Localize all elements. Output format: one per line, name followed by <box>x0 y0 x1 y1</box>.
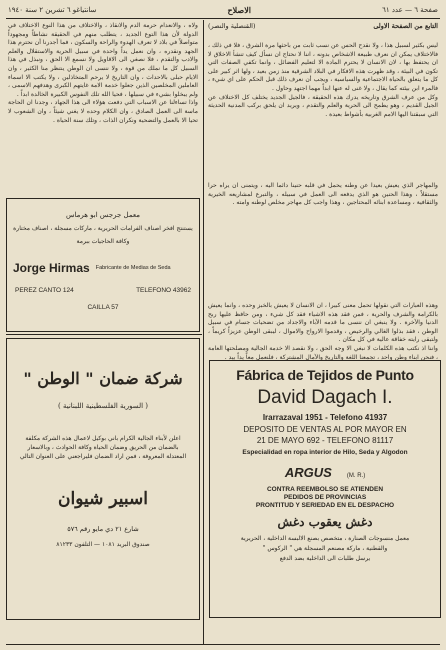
ad-hirmas-phone: TELEFONO 43962 <box>136 287 191 294</box>
ad-hirmas-brand: Jorge Hirmas <box>13 261 90 275</box>
ad-dagach-title: Fábrica de Tejidos de Punto <box>236 367 414 383</box>
ad-hirmas-contact-row <box>15 287 191 294</box>
header-page-number: صفحة ٦ — عدد ٦١ <box>382 6 438 14</box>
ad-dagach-brand: ARGUS <box>284 465 332 480</box>
article-column-right-lower <box>208 302 438 360</box>
ad-hirmas-line1: معمل جرجس ابو هرماس <box>65 211 141 219</box>
column-divider <box>203 20 204 644</box>
ad-dagach-prontitud: PRONTITUD Y SERIEDAD EN EL DESPACHO <box>255 502 395 509</box>
ad-dagach-depo2: 21 DE MAYO 692 - TELEFONO 81117 <box>256 436 394 445</box>
article-text: ولاه ، والانعدام حرمة الدم والانقاذ ، والاختلاف من هذا النوع الاختلاف في الدولة لأن هذا التوع الجديد ، يتطلب منهم في الحقيقة نشاطاً ومجهوداً متواصلاً في بلاد لا تعرف الهدوء والراحة والسكون ، فما أجدرنا أن نحترم هذا الجهد ونقدره ، وان نعمل يداً واحدة في سبيل الحرية والاستقلال والعلم والادب والتقدم ، فلا نصغي الى الاقاويل ولا نسمع الا الحق ، ونبذل في هذا السبيل كل ما نملك من قوة ، ولا ننسى ان الوطن ينتظر منا الكثير ، وان الايام حبلى بالاحداث ، وان التاريخ لا يرحم المتخاذلين ، ولا يكتب الا اسماء العاملين المخلصين الذين جعلوا خدمة الامة غايتهم الكبرى وهدفهم الاسمى ، ولم يبخلوا بشيء في سبيلها ، فحيا الله تلك النفوس الكبيرة الخالدة ابداً . واذا تساءلنا عن الاسباب التي دفعت هؤلاء الى هذا الجهاد ، وجدنا ان الحاجة ماسة الى العمل الصادق ، وان الكلام وحده لا يغني شيئاً ، وان الشعوب لا تحيا الا بالعمل والتضحية ونكران الذات ، وتلك سنة الحياة . <box>8 22 198 124</box>
ad-dagach-name: David Dagach I. <box>257 387 393 408</box>
ad-dagach-pedidos: PEDIDOS DE PROVINCIAS <box>283 494 367 501</box>
article-text: ليس بكثير لسبيل هذا ، ولا نقدح الحس عن نسب ثابت من باحثها مرة الشرق ، فلا في ذلك ، فالاختلاف يمكن ان نعرف طبيعة الاشخاص بدونه ، اننا لا نحتاج ان نسأل كيف تنشأ الاخلاق لا ان يحتفظ بها ، لان الانسان لا يحترم المادة الا لتعليم الفضائل ، وانما تكفي الصفات التي تكون في البيئة ، وقد ظهرت هذه الافكار في البلاد الشرقية منذ زمن بعيد ، ولها اثر كبير على كل ما يتعلق بالحياة الاجتماعية والسياسية ، ويجب أن نعرف ذلك قبل الحكم على اي شيء ، فالمرء ابن بيئته كما يقال ، ولا غنى له عنها ابداً مهما اجتهد وحاول . وكل من عرف الشرق وتاريخه يدرك هذه الحقيقة ، فالجيل الجديد يختلف كل الاختلاف عن الجيل القديم ، وهو يطمح الى الحرية والعلم والتقدم ، ويريد ان يلحق بركب المدنية الحديثة التي سبقتنا اليها الامم الغربية بأشواط بعيدة . <box>208 42 438 118</box>
bottom-rule <box>6 644 440 645</box>
ad-watan <box>6 338 200 620</box>
article-title-note: (القنصلية والنصر) <box>208 22 256 30</box>
ad-dagach-arabic-name: دغش يعقوب دغش <box>277 515 373 529</box>
ad-watan-title: شركة ضمان " الوطن " <box>23 369 183 388</box>
header-date: سانتياغو ٦ تشرين ٢ سنة ١٩٤٠ <box>8 6 97 14</box>
ad-watan-agent: اسبير شيوان <box>58 489 148 509</box>
ad-dagach-brand-row <box>210 462 440 481</box>
ad-dagach-depo1: DEPOSITO DE VENTAS AL POR MAYOR EN <box>243 425 407 434</box>
ad-watan-body: اعلن لأبناء الجالية الكرام باني بوكيل لاعمال هذه الشركة مكلفة بالضمان من الحريق وضمان الحياة وكافة الحوادث ، وبالاسعار المعتدلة المعروفة ، فمن اراد الضمان فليراجعني على العنوان التالي <box>19 435 187 460</box>
ad-dagach-reembolso: CONTRA REEMBOLSO SE ATIENDEN <box>266 486 384 493</box>
ad-dagach-arabic2: والقطنية ، ماركة مصنعم المسجلة هي " الركوس " <box>262 545 388 552</box>
ad-dagach-arabic1: معمل منسوجات الصنارة ، متخصص بصنع الالبسة الداخلية ، الحريرية <box>240 535 410 542</box>
ad-watan-address1: شارع ٢١ دي مايو رقم ٥٧٦ <box>67 525 139 533</box>
article-title: التابع من الصفحة الاولى <box>373 22 438 30</box>
page-header <box>8 4 438 16</box>
ad-dagach-addr: Irarrazaval 1951 - Telefono 41937 <box>262 413 388 422</box>
article-column-left-top <box>8 22 198 195</box>
ad-hirmas-brand-row <box>13 261 193 275</box>
ad-watan-subtitle: ( السورية الفلسطينية اللبنانية ) <box>58 402 148 410</box>
header-rule <box>6 18 440 19</box>
article-column-right-top <box>208 42 438 180</box>
article-text: والمهاجر الذي يعيش بعيداً عن وطنه يحمل في قلبه حنيناً دائماً اليه ، ويتمنى ان يراه حراً مستقلاً ، وهذا الحنين هو الذي يدفعه الى العمل في سبيله ، والتبرع لمشاريعه الخيرية والثقافية ، ومساعدة ابنائه المحتاجين ، وهذا واجب كل مهاجر مخلص لوطنه وامته . <box>208 182 438 207</box>
ad-dagach-special: Especialidad en ropa interior de Hilo, Seda y Algodon <box>242 449 408 456</box>
section-rule <box>6 334 202 335</box>
ad-hirmas-line2: يستنتج افخر اصناف الفرامات الحريرية ، ماركات مسجلة ، اصناف مختارة <box>13 225 193 232</box>
ad-watan-address2: صندوق البريد ١٠٨١ — التلفون ٨١٢٣٣ <box>56 541 150 548</box>
ad-hirmas-line3: وكافة الحاجيات ببرمة <box>76 238 130 245</box>
ad-dagach <box>209 360 441 618</box>
article-text: وهذه العبارات التي نقولها تحمل معنى كبيراً ، ان الانسان لا يعيش بالخبز وحده ، وانما يعيش بالكرامة والشرف والحرية ، فمن فقد هذه الاشياء فقد كل شيء ، ومن حافظ عليها ربح الدنيا والآخرة . ولا ينبغي ان ننسى ما قدمه الآباء والاجداد من تضحيات جسام في سبيل الوطن ، فقد بذلوا الغالي والرخيص ، وقدموا الارواح والاموال ، ليبقى الوطن عزيزاً كريماً ، ولتبقى رايته خفاقة عالية في كل مكان . واننا اذ نكتب هذه الكلمات لا نبغي الا وجه الحق ، ولا نقصد الا خدمة الجالية ومصلحتها العامة ، فنحن ابناء وطن واحد ، تجمعنا اللغة والتاريخ والآمال المشتركة ، فلنعمل معاً يداً بيد . <box>208 302 438 360</box>
article-heading <box>208 22 438 40</box>
ad-hirmas-casilla: CAILLA 57 <box>87 304 119 311</box>
ad-hirmas-subtitle: Fabricante de Medias de Seda <box>95 265 171 271</box>
ad-hirmas-address: PEREZ CANTO 124 <box>15 287 74 294</box>
header-masthead: الاصلاح <box>227 5 251 15</box>
ad-dagach-brand-mark: (M. R.) <box>346 473 366 479</box>
ad-hirmas <box>6 198 200 332</box>
ad-dagach-arabic3: يرسل طلبات الى الداخلية بضد الدفع <box>279 555 371 562</box>
article-column-right-mid <box>208 182 438 302</box>
